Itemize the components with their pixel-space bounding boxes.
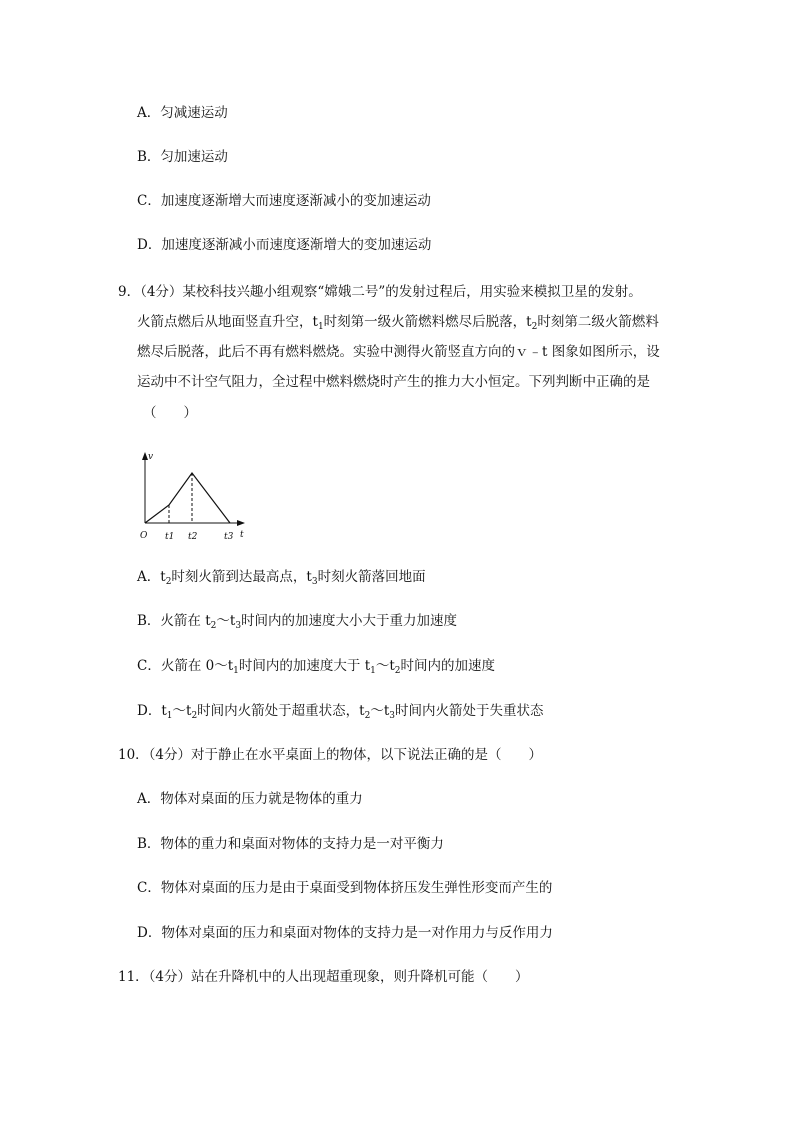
q10-option-c: C．物体对桌面的压力是由于桌面受到物体挤压发生弹性形变而产生的: [137, 880, 553, 896]
subscript: 2: [165, 577, 172, 587]
q8-option-b: B．匀加速运动: [137, 149, 228, 165]
t-symbol: t: [359, 703, 365, 719]
subscript: 2: [394, 666, 401, 676]
q9-line2-part: 火箭点燃后从地面竖直升空，: [137, 314, 313, 330]
t-symbol: t: [229, 613, 236, 629]
option-part: ～: [370, 703, 384, 719]
option-part: 时刻火箭到达最高点，: [171, 569, 307, 585]
t-symbol: t: [389, 658, 395, 674]
option-part: 时间内的加速度大小大于重力加速度: [241, 613, 458, 629]
q10-stem: 10．（4分）对于静止在水平桌面上的物体，以下说法正确的是（ ）: [118, 747, 543, 763]
t3-label: t3: [224, 532, 234, 542]
option-part: ～: [172, 703, 186, 719]
option-part: B．火箭在: [137, 613, 206, 629]
subscript: 2: [191, 711, 198, 721]
subscript: 3: [235, 621, 242, 631]
t-symbol: t: [205, 613, 211, 629]
q9-option-d: [137, 702, 544, 720]
t-symbol: t: [160, 569, 166, 585]
option-part: 时间内的加速度: [400, 658, 496, 674]
q9-stem-line2: [137, 313, 659, 331]
option-part: ～: [216, 613, 230, 629]
q11-stem: 11．（4分）站在升降机中的人出现超重现象，则升降机可能（ ）: [118, 969, 529, 985]
t-symbol: t: [227, 658, 234, 674]
q9-line1-text: 某校科技兴趣小组观察“嫦娥二号”的发射过程后，用实验来模拟卫星的发射。: [182, 284, 642, 300]
q9-stem-line1: [118, 283, 642, 301]
q8-option-a: A．匀减速运动: [137, 105, 228, 121]
q8-option-d: D．加速度逐渐减小而速度逐渐增大的变加速运动: [137, 237, 432, 253]
q9-answer-blank: （ ）: [143, 405, 197, 421]
option-part: A．: [137, 569, 161, 585]
q8-option-c: C．加速度逐渐增大而速度逐渐减小的变加速运动: [137, 193, 431, 209]
q10-option-a: A．物体对桌面的压力就是物体的重力: [137, 791, 363, 807]
t-symbol: t: [306, 569, 312, 585]
subscript: 1: [166, 711, 173, 721]
t2-label: t2: [188, 532, 198, 542]
t-symbol: t: [312, 314, 318, 330]
q9-option-c: [137, 657, 495, 675]
q10-option-d: D．物体对桌面的压力和桌面对物体的支持力是一对作用力与反作用力: [137, 925, 553, 941]
q9-option-a: [137, 568, 426, 586]
q9-line2-part: 时刻第二级火箭燃料: [537, 314, 659, 330]
subscript: 1: [233, 666, 239, 676]
q9-option-b: [137, 612, 457, 630]
option-part: 时间内火箭处于失重状态: [395, 703, 544, 719]
t-symbol: t: [161, 703, 167, 719]
option-part: D．: [137, 703, 162, 719]
option-part: C．火箭在 0～: [137, 658, 228, 674]
subscript: 3: [311, 577, 318, 587]
origin-label: O: [140, 531, 148, 541]
v-axis-label: v: [148, 452, 154, 462]
t-symbol: t: [526, 314, 532, 330]
q9-stem-line4: 运动中不计空气阻力，全过程中燃料燃烧时产生的推力大小恒定。下列判断中正确的是: [137, 374, 650, 390]
option-part: 时间内火箭处于超重状态，: [197, 703, 360, 719]
subscript: 1: [370, 666, 376, 676]
option-part: 时刻火箭落回地面: [317, 569, 426, 585]
subscript: 2: [531, 322, 538, 332]
option-part: 时间内的加速度大于: [238, 658, 365, 674]
t-symbol: t: [364, 658, 371, 674]
q9-score: （4分）: [140, 284, 183, 300]
t-axis-label: t: [240, 530, 244, 540]
t-symbol: t: [383, 703, 390, 719]
q9-line2-part: 时刻第一级火箭燃料燃尽后脱落，: [323, 314, 527, 330]
q10-option-b: B．物体的重力和桌面对物体的支持力是一对平衡力: [137, 836, 444, 852]
vt-graph: [126, 445, 250, 545]
t-symbol: t: [186, 703, 192, 719]
subscript: 2: [210, 621, 217, 631]
subscript: 1: [317, 322, 324, 332]
option-part: ～: [375, 658, 390, 674]
q9-stem-line3: 燃尽后脱落，此后不再有燃料燃烧。实验中测得火箭竖直方向的ｖ﹣t 图象如图所示，设: [137, 344, 660, 360]
t1-label: t1: [165, 532, 175, 542]
velocity-curve: [145, 473, 230, 523]
subscript: 2: [364, 711, 371, 721]
q9-number: 9．: [118, 284, 141, 300]
subscript: 3: [389, 711, 396, 721]
